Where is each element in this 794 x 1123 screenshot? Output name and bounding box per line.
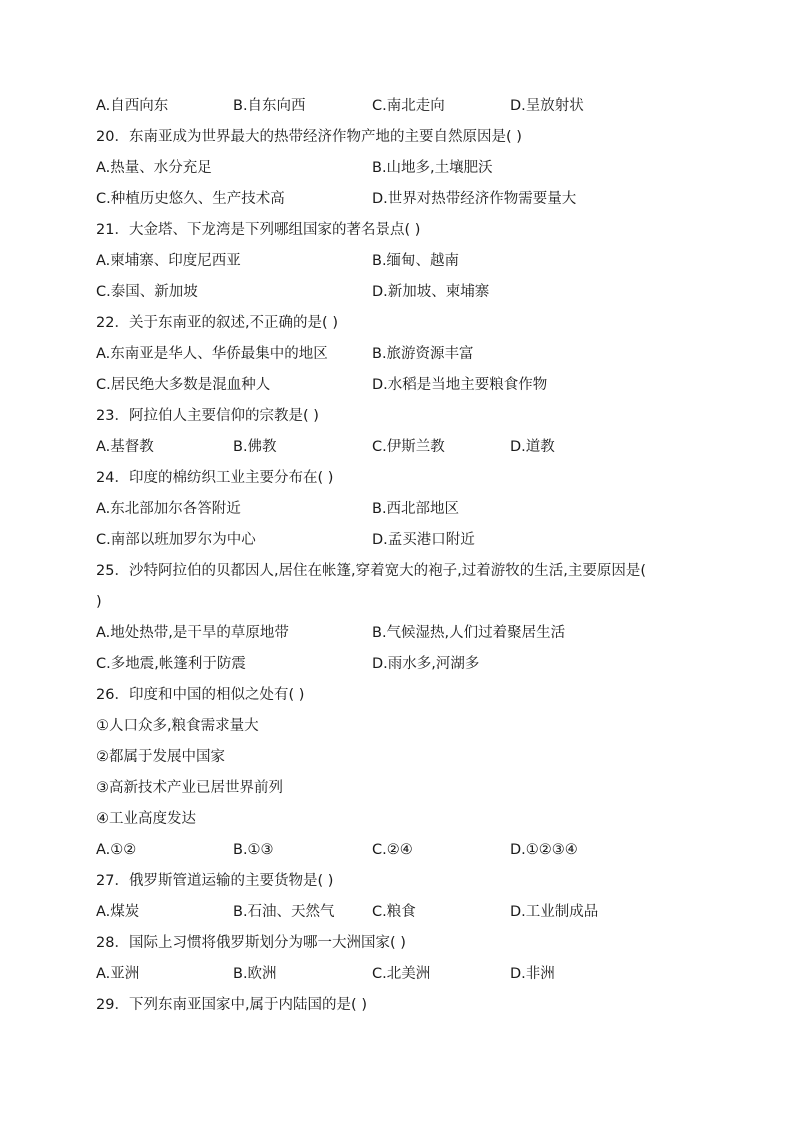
q20-stem: 20．东南亚成为世界最大的热带经济作物产地的主要自然原因是( ) bbox=[96, 129, 522, 145]
q20-options-row-1 bbox=[96, 158, 716, 178]
q22-options-row-1 bbox=[96, 344, 716, 364]
q22-stem: 22．关于东南亚的叙述,不正确的是( ) bbox=[96, 315, 338, 331]
q27-option-c: C.粮食 bbox=[372, 904, 416, 920]
q26-option-d: D.①②③④ bbox=[510, 842, 578, 858]
q21-option-d: D.新加坡、柬埔寨 bbox=[372, 284, 490, 300]
q22-option-a: A.东南亚是华人、华侨最集中的地区 bbox=[96, 346, 328, 362]
q27-option-a: A.煤炭 bbox=[96, 904, 140, 920]
q29-stem: 29．下列东南亚国家中,属于内陆国的是( ) bbox=[96, 997, 367, 1013]
q26-stem: 26．印度和中国的相似之处有( ) bbox=[96, 687, 305, 703]
q25-option-a: A.地处热带,是干旱的草原地带 bbox=[96, 625, 289, 641]
q20-option-d: D.世界对热带经济作物需要量大 bbox=[372, 191, 577, 207]
q21-stem: 21．大金塔、下龙湾是下列哪组国家的著名景点( ) bbox=[96, 222, 421, 238]
q25-option-d: D.雨水多,河湖多 bbox=[372, 656, 480, 672]
q24-options-row-2 bbox=[96, 530, 716, 550]
q21-options-row-1 bbox=[96, 251, 716, 271]
q22-option-b: B.旅游资源丰富 bbox=[372, 346, 474, 362]
q25-stem-line-1: 25．沙特阿拉伯的贝都因人,居住在帐篷,穿着宽大的袍子,过着游牧的生活,主要原因是( bbox=[96, 563, 647, 579]
q21-options-row-2 bbox=[96, 282, 716, 302]
q20-option-a: A.热量、水分充足 bbox=[96, 160, 212, 176]
q27-stem: 27．俄罗斯管道运输的主要货物是( ) bbox=[96, 873, 334, 889]
q28-options bbox=[96, 964, 716, 984]
q22-options-row-2 bbox=[96, 375, 716, 395]
q25-stem-line-2: ) bbox=[96, 594, 102, 610]
q25-option-b: B.气候湿热,人们过着聚居生活 bbox=[372, 625, 566, 641]
q19-option-c: C.南北走向 bbox=[372, 98, 445, 114]
q28-stem: 28．国际上习惯将俄罗斯划分为哪一大洲国家( ) bbox=[96, 935, 406, 951]
q24-option-b: B.西北部地区 bbox=[372, 501, 460, 517]
q27-options bbox=[96, 902, 716, 922]
q22-option-d: D.水稻是当地主要粮食作物 bbox=[372, 377, 548, 393]
q26-option-c: C.②④ bbox=[372, 842, 413, 858]
q26-statement-1: ①人口众多,粮食需求量大 bbox=[96, 718, 259, 734]
q26-option-b: B.①③ bbox=[233, 842, 274, 858]
q25-option-c: C.多地震,帐篷利于防震 bbox=[96, 656, 246, 672]
q27-option-d: D.工业制成品 bbox=[510, 904, 599, 920]
q25-options-row-2 bbox=[96, 654, 716, 674]
q23-option-b: B.佛教 bbox=[233, 439, 277, 455]
q20-options-row-2 bbox=[96, 189, 716, 209]
q21-option-a: A.柬埔寨、印度尼西亚 bbox=[96, 253, 241, 269]
q19-options bbox=[96, 96, 716, 116]
q24-options-row-1 bbox=[96, 499, 716, 519]
q23-option-c: C.伊斯兰教 bbox=[372, 439, 445, 455]
q20-option-b: B.山地多,土壤肥沃 bbox=[372, 160, 493, 176]
q20-option-c: C.种植历史悠久、生产技术高 bbox=[96, 191, 285, 207]
q28-option-b: B.欧洲 bbox=[233, 966, 277, 982]
q23-option-a: A.基督教 bbox=[96, 439, 154, 455]
q23-option-d: D.道教 bbox=[510, 439, 555, 455]
q23-options bbox=[96, 437, 716, 457]
q26-options bbox=[96, 840, 716, 860]
q21-option-b: B.缅甸、越南 bbox=[372, 253, 460, 269]
q26-statement-2: ②都属于发展中国家 bbox=[96, 749, 225, 765]
q21-option-c: C.泰国、新加坡 bbox=[96, 284, 198, 300]
q24-option-a: A.东北部加尔各答附近 bbox=[96, 501, 241, 517]
q28-option-c: C.北美洲 bbox=[372, 966, 431, 982]
q24-option-c: C.南部以班加罗尔为中心 bbox=[96, 532, 256, 548]
q19-option-d: D.呈放射状 bbox=[510, 98, 584, 114]
q24-option-d: D.孟买港口附近 bbox=[372, 532, 475, 548]
q24-stem: 24．印度的棉纺织工业主要分布在( ) bbox=[96, 470, 334, 486]
q23-stem: 23．阿拉伯人主要信仰的宗教是( ) bbox=[96, 408, 319, 424]
q22-option-c: C.居民绝大多数是混血种人 bbox=[96, 377, 271, 393]
q28-option-d: D.非洲 bbox=[510, 966, 555, 982]
q28-option-a: A.亚洲 bbox=[96, 966, 140, 982]
q27-option-b: B.石油、天然气 bbox=[233, 904, 335, 920]
q19-option-b: B.自东向西 bbox=[233, 98, 306, 114]
q26-statement-4: ④工业高度发达 bbox=[96, 811, 196, 827]
q26-statement-3: ③高新技术产业已居世界前列 bbox=[96, 780, 283, 796]
q26-option-a: A.①② bbox=[96, 842, 137, 858]
q19-option-a: A.自西向东 bbox=[96, 98, 169, 114]
q25-options-row-1 bbox=[96, 623, 716, 643]
